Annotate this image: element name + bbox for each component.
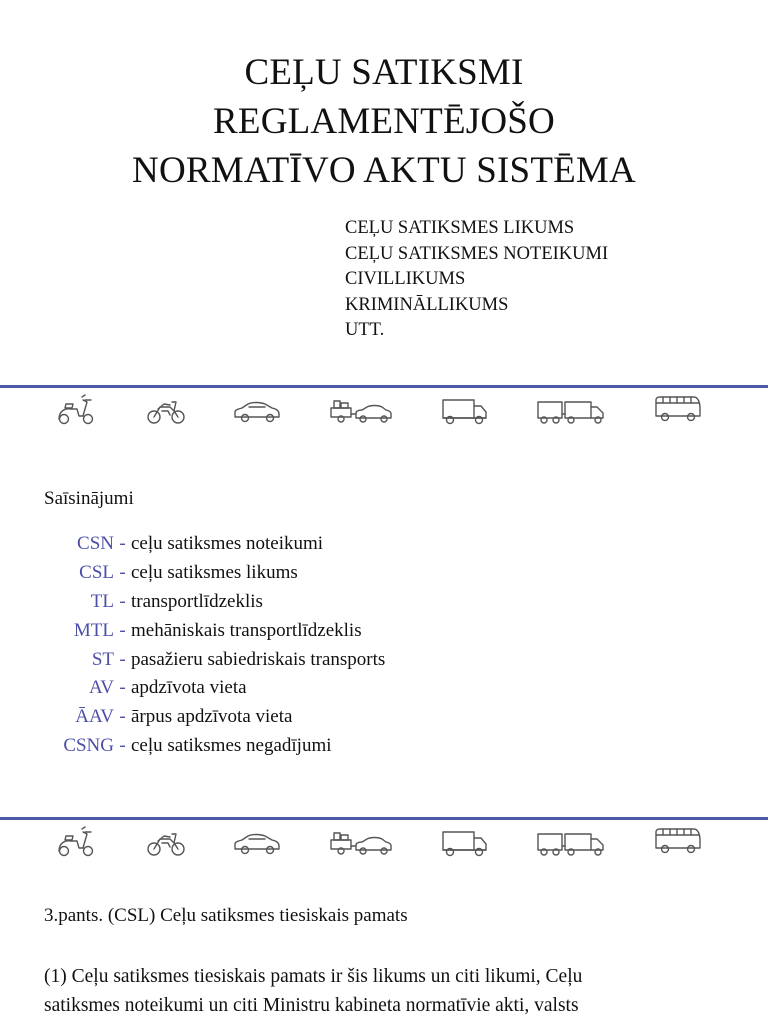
abbreviation-code: CSNG xyxy=(63,734,114,756)
abbreviation-row xyxy=(30,703,385,732)
abbreviation-code: ST xyxy=(91,648,114,670)
article-body xyxy=(44,962,734,1020)
abbreviation-separator: - xyxy=(119,706,126,728)
law-list xyxy=(345,216,608,344)
abbreviations-table xyxy=(30,530,385,760)
abbreviation-separator: - xyxy=(119,734,126,756)
motorcycle-icon xyxy=(146,392,186,432)
abbreviation-separator: - xyxy=(119,619,126,641)
abbreviation-description: ceļu satiksmes negadījumi xyxy=(131,734,332,756)
abbreviation-separator: - xyxy=(119,677,126,699)
abbreviation-code: TL xyxy=(90,590,114,612)
article-line-1: (1) Ceļu satiksmes tiesiskais pamats ir šis likums un citi likumi, Ceļu xyxy=(44,966,583,987)
divider-bottom xyxy=(0,817,768,820)
abbreviation-row xyxy=(30,732,385,761)
abbreviation-row xyxy=(30,645,385,674)
abbreviation-code: CSL xyxy=(79,562,114,584)
abbreviation-description: mehāniskais transportlīdzeklis xyxy=(131,619,362,641)
article-line-2: satiksmes noteikumi un citi Ministru kabineta normatīvie akti, valsts xyxy=(44,995,579,1016)
abbreviation-row xyxy=(30,616,385,645)
abbreviations-heading: Saīsinājumi xyxy=(44,488,134,509)
abbreviation-separator: - xyxy=(119,590,126,612)
abbreviation-code: ĀAV xyxy=(75,706,114,728)
truck-with-trailer-icon xyxy=(536,824,608,864)
vehicle-icon-row-top xyxy=(0,392,768,432)
article-title: 3.pants. (CSL) Ceļu satiksmes tiesiskais pamats xyxy=(44,905,408,926)
abbreviation-description: ārpus apdzīvota vieta xyxy=(131,706,293,728)
motorcycle-icon xyxy=(146,824,186,864)
car-with-trailer-icon xyxy=(328,392,394,432)
law-item: CEĻU SATIKSMES NOTEIKUMI xyxy=(345,243,609,264)
abbreviation-description: ceļu satiksmes likums xyxy=(131,562,298,584)
truck-icon xyxy=(440,392,490,432)
abbreviation-description: pasažieru sabiedriskais transports xyxy=(131,648,386,670)
bus-icon xyxy=(653,824,703,864)
abbreviation-description: transportlīdzeklis xyxy=(131,590,263,612)
bus-icon xyxy=(653,392,703,432)
abbreviation-code: CSN xyxy=(77,533,114,555)
abbreviation-separator: - xyxy=(119,562,126,584)
abbreviation-code: MTL xyxy=(73,619,114,641)
law-item: CEĻU SATIKSMES LIKUMS xyxy=(345,218,575,238)
car-with-trailer-icon xyxy=(328,824,394,864)
law-item: UTT. xyxy=(345,320,385,340)
abbreviation-row xyxy=(30,674,385,703)
title-line-3: NORMATĪVO AKTU SISTĒMA xyxy=(132,150,636,191)
truck-icon xyxy=(440,824,490,864)
abbreviation-description: apdzīvota vieta xyxy=(131,677,247,699)
divider-top xyxy=(0,385,768,388)
title-line-2: REGLAMENTĒJOŠO xyxy=(213,101,555,142)
scooter-icon xyxy=(56,824,96,864)
vehicle-icon-row-bottom xyxy=(0,824,768,864)
page-title xyxy=(0,48,768,195)
abbreviation-row xyxy=(30,588,385,617)
abbreviation-separator: - xyxy=(119,648,126,670)
scooter-icon xyxy=(56,392,96,432)
abbreviation-row xyxy=(30,559,385,588)
abbreviation-separator: - xyxy=(119,533,126,555)
abbreviation-code: AV xyxy=(89,677,114,699)
car-icon xyxy=(232,392,282,432)
title-line-1: CEĻU SATIKSMI xyxy=(244,52,524,93)
abbreviation-description: ceļu satiksmes noteikumi xyxy=(131,533,324,555)
law-item: CIVILLIKUMS xyxy=(345,269,466,289)
truck-with-trailer-icon xyxy=(536,392,608,432)
abbreviation-row xyxy=(30,530,385,559)
car-icon xyxy=(232,824,282,864)
law-item: KRIMINĀLLIKUMS xyxy=(345,294,509,315)
